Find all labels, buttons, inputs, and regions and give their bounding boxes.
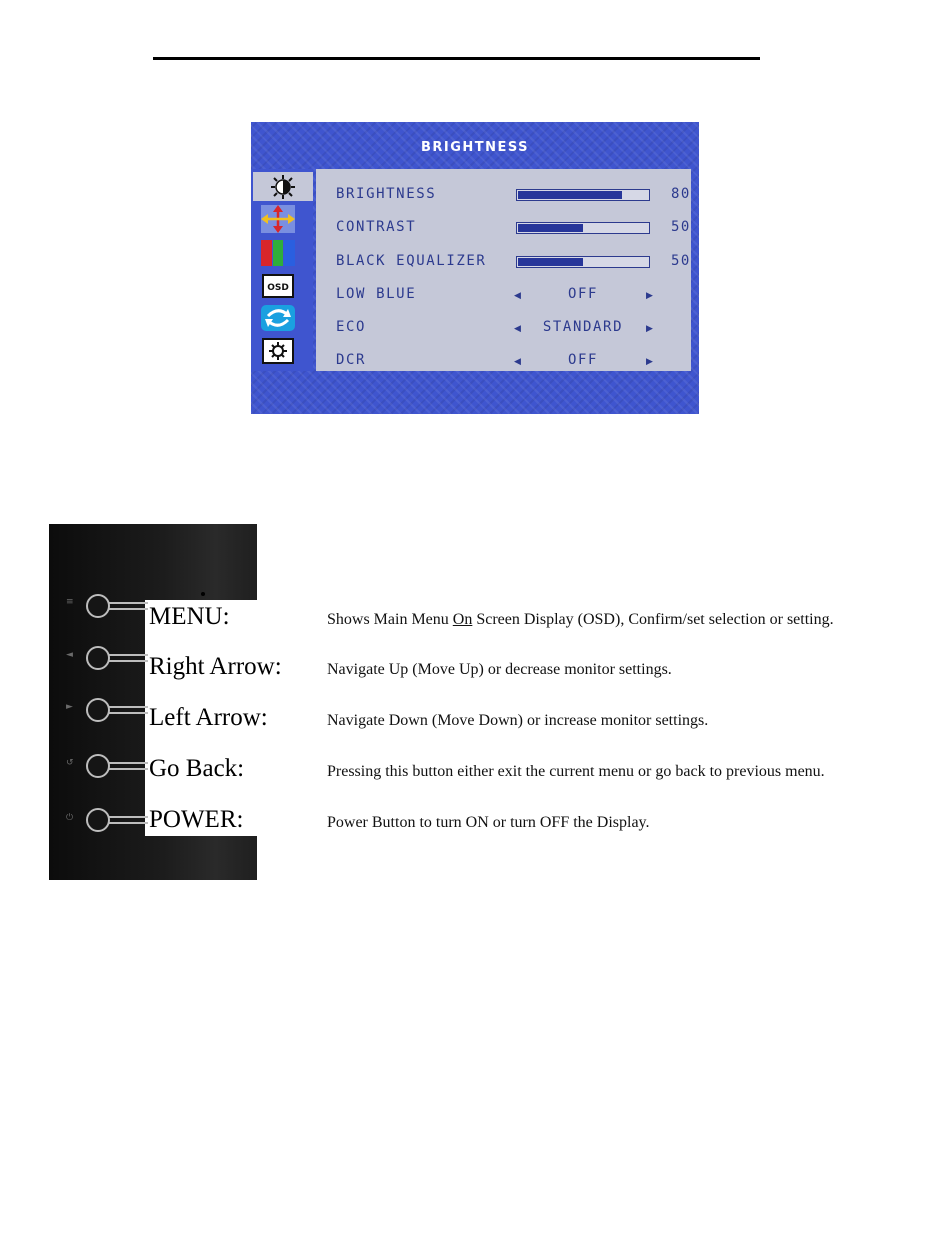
arrow-right-icon[interactable]: ▶ bbox=[646, 324, 653, 334]
go-back-label: Go Back: bbox=[149, 755, 245, 782]
left-arrow-description: Navigate Down (Move Down) or increase monitor settings. bbox=[327, 712, 709, 729]
osd-option-value: STANDARD bbox=[542, 319, 624, 335]
osd-item-brightness[interactable] bbox=[336, 186, 691, 206]
osd-item-eco[interactable] bbox=[336, 319, 691, 339]
osd-option-value: OFF bbox=[567, 352, 599, 368]
power-button-bar bbox=[108, 816, 148, 824]
right-arrow-button[interactable] bbox=[86, 646, 110, 670]
menu-button-bar bbox=[108, 602, 148, 610]
power-label: POWER: bbox=[149, 806, 244, 833]
right-arrow-glyph-icon: ► bbox=[66, 702, 73, 712]
osd-item-value: 80 bbox=[671, 186, 691, 202]
osd-item-label: ECO bbox=[336, 319, 367, 335]
power-description: Power Button to turn ON or turn OFF the Display. bbox=[327, 814, 650, 831]
go-back-description: Pressing this button either exit the current menu or go back to previous menu. bbox=[327, 763, 825, 780]
osd-item-label: BLACK EQUALIZER bbox=[336, 253, 487, 269]
osd-item-value: 50 bbox=[671, 219, 691, 235]
brightness-slider[interactable] bbox=[516, 189, 650, 201]
power-button[interactable] bbox=[86, 808, 110, 832]
power-glyph-icon: ⏻ bbox=[66, 813, 74, 823]
arrow-left-icon[interactable]: ◀ bbox=[514, 357, 521, 367]
arrow-right-icon[interactable]: ▶ bbox=[646, 291, 653, 301]
osd-item-dcr[interactable] bbox=[336, 352, 691, 372]
osd-item-label: DCR bbox=[336, 352, 367, 368]
osd-icon[interactable] bbox=[261, 271, 295, 300]
menu-description: Shows Main Menu On Screen Display (OSD), Confirm/set selection or setting. bbox=[327, 611, 834, 628]
left-arrow-label: Left Arrow: bbox=[149, 704, 268, 731]
left-arrow-button-bar bbox=[108, 706, 148, 714]
setup-icon[interactable] bbox=[261, 336, 295, 365]
go-back-button-bar bbox=[108, 762, 148, 770]
brightness-icon[interactable] bbox=[253, 172, 313, 201]
arrow-left-icon[interactable]: ◀ bbox=[514, 324, 521, 334]
reset-icon[interactable] bbox=[261, 303, 295, 332]
power-led bbox=[201, 592, 205, 596]
position-icon[interactable] bbox=[261, 204, 295, 233]
left-arrow-button[interactable] bbox=[86, 698, 110, 722]
black-equalizer-slider[interactable] bbox=[516, 256, 650, 268]
left-arrow-glyph-icon: ◄ bbox=[66, 650, 73, 660]
contrast-slider[interactable] bbox=[516, 222, 650, 234]
osd-item-contrast[interactable] bbox=[336, 219, 691, 239]
top-divider bbox=[153, 57, 760, 60]
svg-text:OSD: OSD bbox=[267, 282, 289, 293]
osd-item-low-blue[interactable] bbox=[336, 286, 691, 306]
osd-menu-screenshot bbox=[251, 122, 699, 414]
right-arrow-button-bar bbox=[108, 654, 148, 662]
menu-label: MENU: bbox=[149, 603, 230, 630]
osd-title: BRIGHTNESS bbox=[420, 140, 530, 155]
go-back-button[interactable] bbox=[86, 754, 110, 778]
right-arrow-label: Right Arrow: bbox=[149, 653, 282, 680]
go-back-glyph-icon: ↺ bbox=[66, 758, 74, 768]
osd-item-label: CONTRAST bbox=[336, 219, 417, 235]
osd-option-value: OFF bbox=[567, 286, 599, 302]
menu-glyph-icon: ≡ bbox=[66, 597, 74, 607]
osd-item-value: 50 bbox=[671, 253, 691, 269]
underlined-word: On bbox=[452, 611, 473, 628]
arrow-right-icon[interactable]: ▶ bbox=[646, 357, 653, 367]
osd-item-black-equalizer[interactable] bbox=[336, 253, 691, 273]
arrow-left-icon[interactable]: ◀ bbox=[514, 291, 521, 301]
right-arrow-description: Navigate Up (Move Up) or decrease monitor settings. bbox=[327, 661, 672, 678]
color-icon[interactable] bbox=[261, 238, 295, 267]
osd-item-label: BRIGHTNESS bbox=[336, 186, 437, 202]
menu-button[interactable] bbox=[86, 594, 110, 618]
osd-item-label: LOW BLUE bbox=[336, 286, 417, 302]
